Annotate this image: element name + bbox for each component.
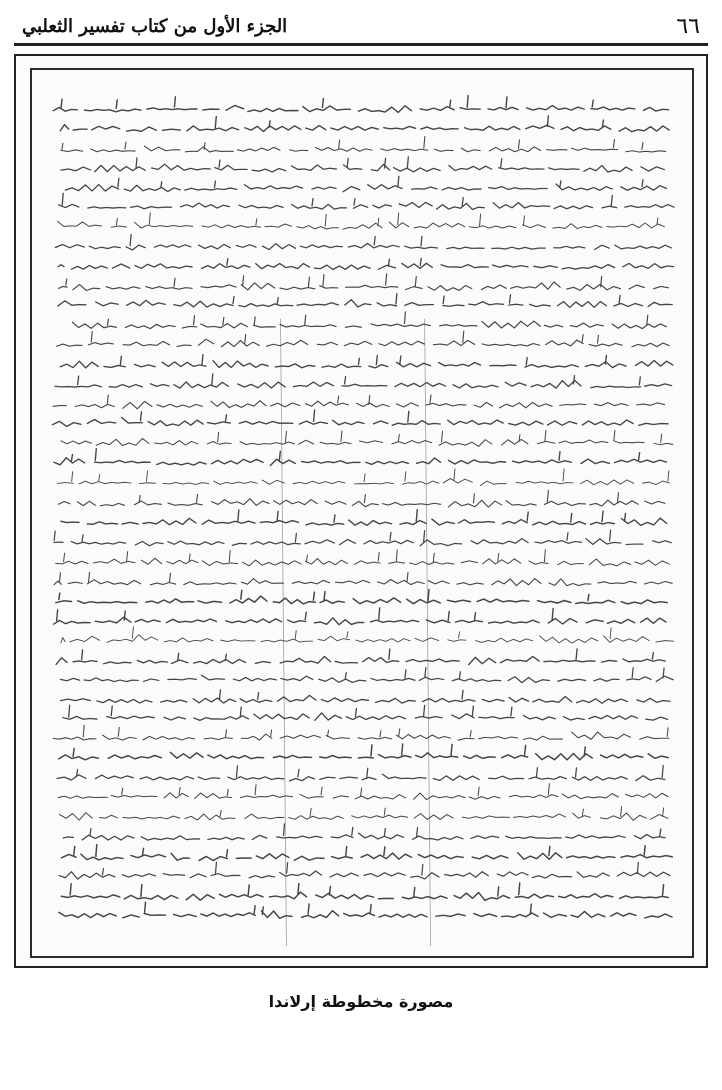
handwriting-line: [62, 845, 673, 861]
handwriting-line: [57, 766, 665, 781]
handwriting-line: [53, 608, 665, 625]
handwriting-line: [61, 157, 664, 172]
handwriting-line: [54, 530, 671, 546]
handwriting-line: [54, 572, 672, 585]
page-fold-line: [425, 319, 431, 946]
manuscript-frame: [14, 54, 708, 968]
handwriting-line: [61, 690, 670, 703]
handwriting-line: [58, 490, 665, 507]
handwriting-line: [53, 395, 664, 409]
handwriting-line: [61, 883, 668, 900]
handwriting-line: [61, 627, 674, 643]
handwriting-line: [59, 744, 669, 760]
handwriting-line: [60, 668, 673, 683]
handwriting-line: [53, 725, 669, 740]
handwriting-line: [61, 510, 667, 526]
handwriting-line: [55, 235, 671, 250]
handwriting-line: [58, 469, 670, 486]
handwriting-line: [60, 116, 669, 132]
page-fold-line: [280, 319, 286, 946]
handwriting-line: [63, 824, 665, 840]
handwriting-line: [65, 176, 666, 191]
handwriting-line: [60, 355, 672, 368]
handwriting-line: [57, 331, 669, 346]
handwriting-line: [59, 807, 667, 821]
handwriting-line: [59, 902, 672, 918]
handwriting-line: [61, 430, 673, 446]
handwriting-line: [57, 213, 664, 229]
handwriting-line: [63, 705, 668, 720]
handwriting-strokes: [52, 96, 674, 919]
page-number: ٦٦: [676, 14, 700, 39]
handwriting-line: [61, 137, 666, 152]
manuscript-inner-frame: [30, 68, 694, 958]
manuscript-handwriting-image: [32, 70, 692, 956]
handwriting-line: [54, 449, 666, 466]
handwriting-line: [72, 312, 666, 329]
handwriting-line: [56, 550, 669, 566]
image-caption: مصورة مخطوطة إرلاندا: [268, 992, 454, 1011]
handwriting-line: [58, 784, 668, 800]
handwriting-line: [52, 410, 668, 426]
handwriting-line: [58, 294, 672, 308]
handwriting-line: [59, 274, 669, 291]
header-rule: [14, 43, 708, 46]
handwriting-line: [59, 862, 670, 879]
handwriting-line: [58, 258, 674, 269]
page-header: [14, 10, 708, 46]
handwriting-line: [59, 193, 674, 209]
handwriting-line: [55, 374, 672, 388]
book-title: الجزء الأول من كتاب تفسير الثعلبي: [22, 16, 288, 37]
handwriting-line: [53, 96, 668, 113]
handwriting-line: [56, 649, 665, 665]
handwriting-line: [56, 590, 667, 604]
